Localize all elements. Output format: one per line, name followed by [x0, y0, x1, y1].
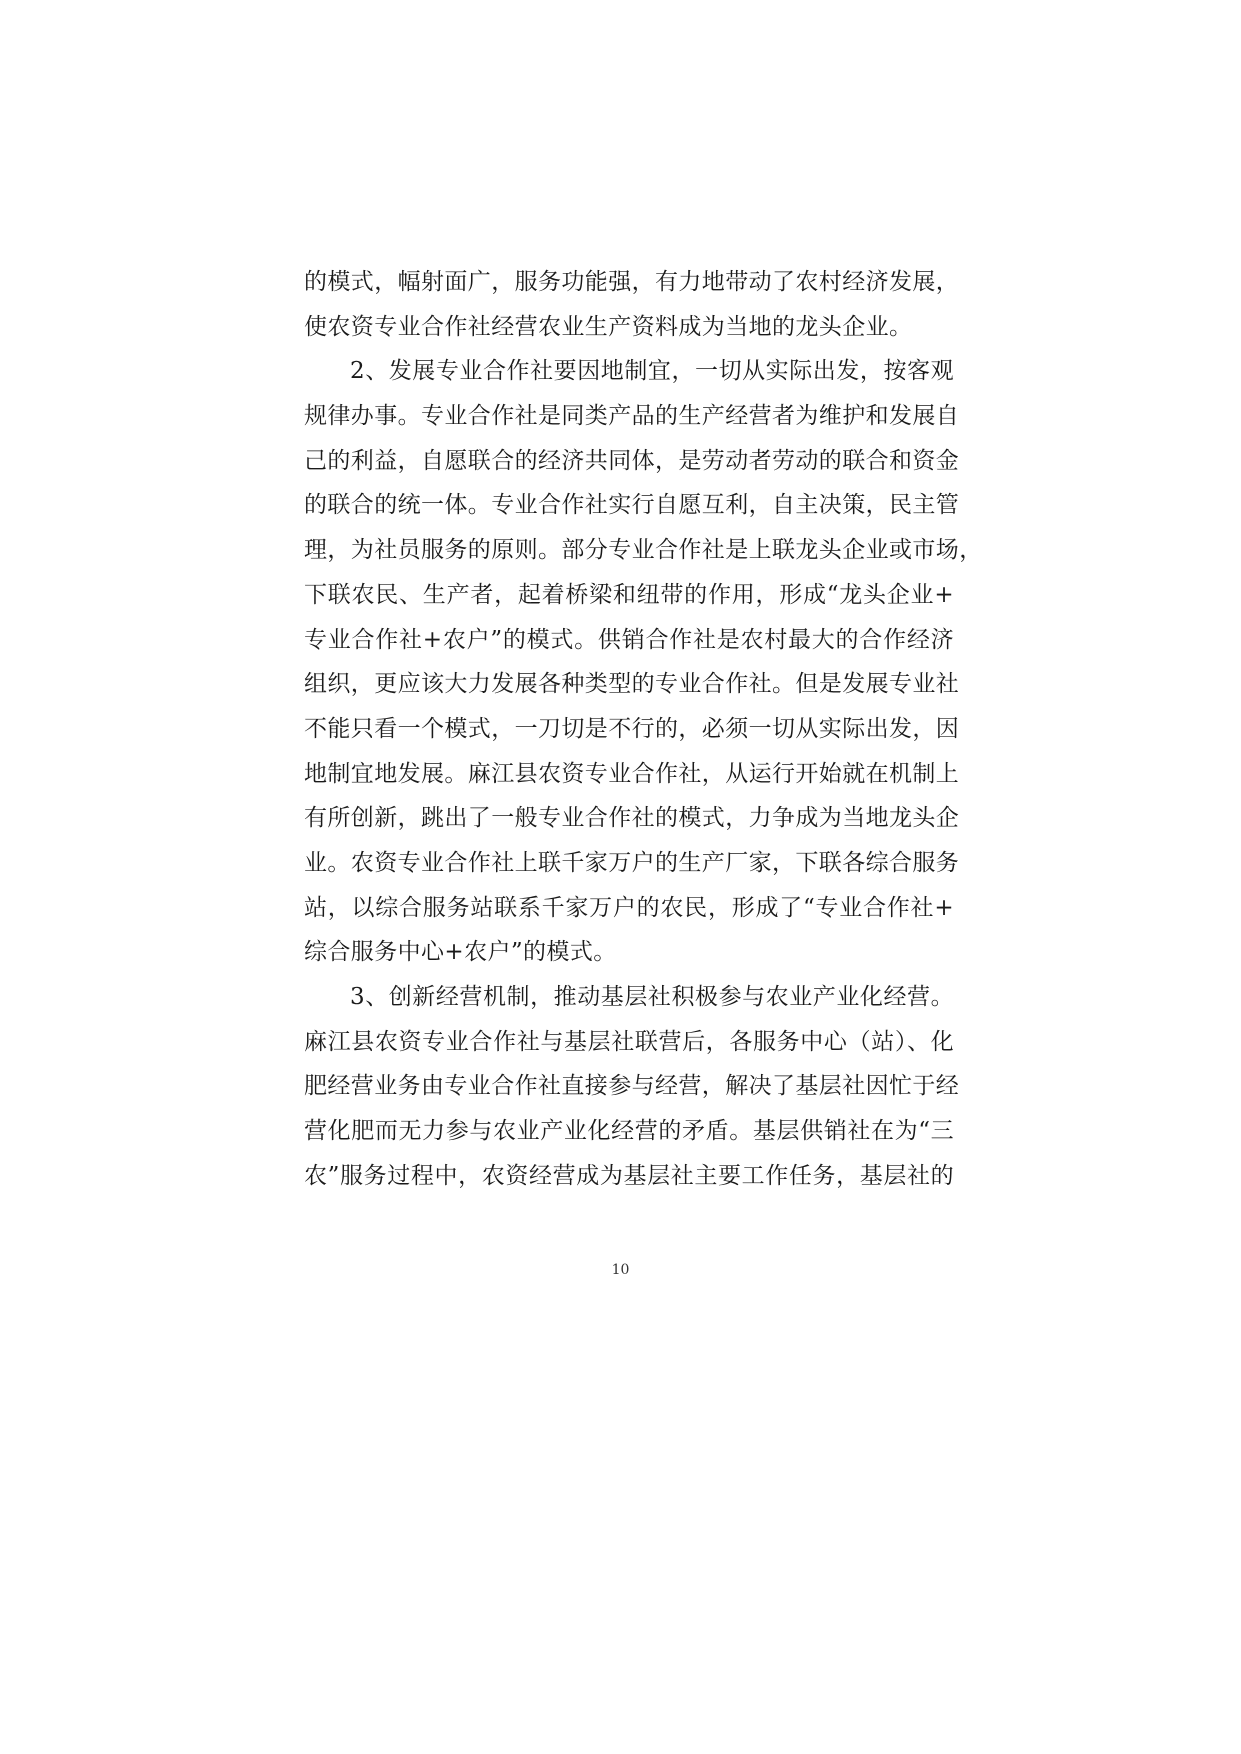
text-line: 使农资专业合作社经营农业生产资料成为当地的龙头企业。	[304, 313, 913, 340]
text-line: 己的利益，自愿联合的经济共同体，是劳动者劳动的联合和资金	[304, 447, 960, 474]
text-line: 下联农民、生产者，起着桥梁和纽带的作用，形成“龙头企业+	[304, 581, 954, 608]
text-line: 肥经营业务由专业合作社直接参与经营，解决了基层社因忙于经	[304, 1073, 960, 1100]
text-line: 的联合的统一体。专业合作社实行自愿互利，自主决策，民主管	[304, 492, 960, 519]
text-line: 地制宜地发展。麻江县农资专业合作社，从运行开始就在机制上	[304, 760, 960, 787]
text-line: 麻江县农资专业合作社与基层社联营后，各服务中心（站）、化	[304, 1028, 954, 1055]
text-line: 的模式，幅射面广，服务功能强，有力地带动了农村经济发展，	[304, 269, 960, 295]
text-line: 站，以综合服务站联系千家万户的农民，形成了“专业合作社+	[304, 894, 954, 921]
text-line: 理，为社员服务的原则。部分专业合作社是上联龙头企业或市场，	[304, 537, 983, 564]
text-line: 不能只看一个模式，一刀切是不行的，必须一切从实际出发，因	[304, 715, 960, 742]
text-line: 组织，更应该大力发展各种类型的专业合作社。但是发展专业社	[304, 671, 960, 698]
text-line: 农”服务过程中，农资经营成为基层社主要工作任务，基层社的	[304, 1162, 954, 1189]
text-line: 营化肥而无力参与农业产业化经营的矛盾。基层供销社在为“三	[304, 1118, 954, 1145]
body-text	[304, 260, 983, 1198]
text-line: 3、创新经营机制，推动基层社积极参与农业产业化经营。	[350, 984, 954, 1010]
text-line: 综合服务中心+农户”的模式。	[304, 939, 617, 966]
text-line: 专业合作社+农户”的模式。供销合作社是农村最大的合作经济	[304, 626, 954, 653]
text-line: 业。农资专业合作社上联千家万户的生产厂家，下联各综合服务	[304, 849, 960, 876]
page-number: 10	[611, 1262, 630, 1278]
text-line: 2、发展专业合作社要因地制宜，一切从实际出发，按客观	[350, 358, 954, 385]
text-line: 有所创新，跳出了一般专业合作社的模式，力争成为当地龙头企	[304, 805, 960, 832]
text-line: 规律办事。专业合作社是同类产品的生产经营者为维护和发展自	[304, 403, 960, 430]
